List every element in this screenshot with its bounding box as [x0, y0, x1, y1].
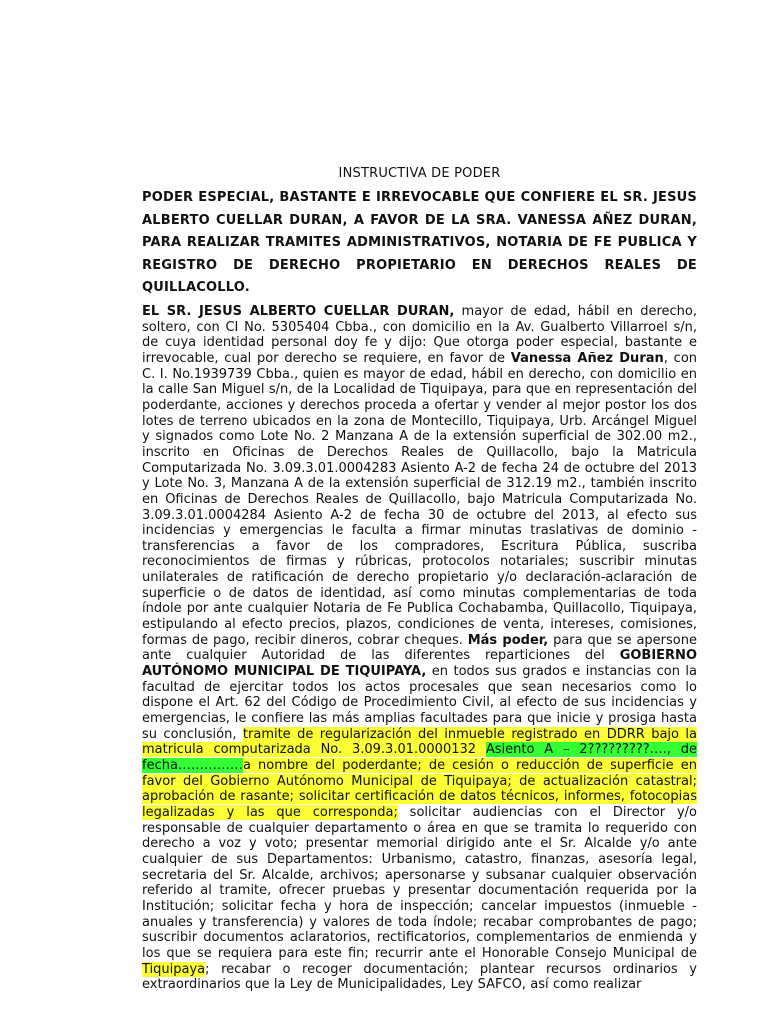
- body-text: , con C. I. No.1939739 Cbba., quien es mayor de edad, hábil en derecho, con domicilio en la calle San Miguel s/n, de la Localidad de Tiquipaya, para que en representación del poderdante, acciones y derechos proceda a ofertar y vender al mejor postor los dos lotes de terreno ubicados en la zona de Montecillo, Tiquipaya, Urb. Arcángel Miguel y signados como Lote No. 2 Manzana A de la extensión superficial de 302.00 m2., inscrito en Oficinas de Derechos Reales de Quillacollo, bajo la Matricula Computarizada No. 3.09.3.01.0004283 Asiento A-2 de fecha 24 de octubre del 2013 y Lote No. 3, Manzana A de la extensión superficial de 312.19 m2., también inscrito en Oficinas de Derechos Reales de Quillacollo, bajo Matricula Computarizada No. 3.09.3.01.0004284 Asiento A-2 de fecha 30 de octubre del 2013, al efecto sus incidencias y emergencias le faculta a firmar minutas traslativas de dominio - transferencias a favor de los compradores, Escritura Pública, suscriba reconocimientos de firmas y rúbricas, protocolos notariales; suscribir minutas unilaterales de ratificación de derecho propietario y/o declaración-aclaración de superficie o de datos de identidad, así como minutas complementarias de toda índole por ante cualquier Notaria de Fe Publica Cochabamba, Quillacollo, Tiquipaya, estipulando al efecto precios, plazos, condiciones de venta, intereses, comisiones, formas de pago, recibir dineros, cobrar cheques.: [142, 350, 698, 648]
- gobierno-name: GOBIERNO AUTÓNOMO MUNICIPAL DE TIQUIPAYA,: [142, 648, 697, 680]
- highlight-yellow: Tiquipaya: [142, 961, 206, 977]
- document-title: INSTRUCTIVA DE PODER: [338, 166, 501, 181]
- body-text: solicitar audiencias con el Director y/o responsable de cualquier departamento o área en que se tramita lo requerido con derecho a voz y voto; presentar memorial dirigido ante el Sr. Alcalde y/o ante cualquier de sus Departamentos: Urbanismo, catastro, finanzas, asesoría legal, secretaria del Sr. Alcalde, archivos; apersonarse y subsanar cualquier observación referido al tramite, ofrecer pruebas y presentar documentación requerida por la Institución; solicitar fecha y hora de inspección; cancelar impuestos (inmueble - anuales y transferencia) y valores de toda índole; recabar comprobantes de pago; suscribir documentos aclaratorios, rectificatorios, complementarios de enmienda y los que se requiera para este fin; recurrir ante el Honorable Consejo Municipal de: [142, 804, 697, 961]
- highlight-yellow: tramite de regularización del inmueble registrado en DDRR bajo la matricula computarizada No. 3.09.3.01.0000132: [142, 726, 697, 758]
- body-text: en todos sus grados e instancias con la facultad de ejercitar todos los actos procesales que sean necesarios como lo dispone el Art. 62 del Código de Procedimiento Civil, al efecto de sus incidencias y emergencias, le confiere las más amplias facultades para que inicie y prosiga hasta su conclusión,: [142, 664, 697, 742]
- body-text: para que se apersone ante cualquier Autoridad de las diferentes reparticiones del: [142, 632, 697, 664]
- body-text: mayor de edad, hábil en derecho, soltero, con CI No. 5305404 Cbba., con domicilio en la Av. Gualberto Villarroel s/n, de cuya identidad personal doy fe y dijo: Que otorga poder especial, bastante e irrevocable, cual por derecho se requiere, en favor de: [142, 303, 697, 366]
- grantor-name: EL SR. JESUS ALBERTO CUELLAR DURAN,: [142, 303, 455, 319]
- document-body: [142, 304, 697, 993]
- highlight-yellow: a nombre del poderdante; de cesión o reducción de superficie en favor del Gobierno Autónomo Municipal de Tiquipaya; de actualización catastral; aprobación de rasante; solicitar certificación de datos técnicos, informes, fotocopias legalizadas y las que corresponda;: [142, 758, 697, 820]
- highlight-green: Asiento A – 2?????????…., de fecha……………: [142, 742, 697, 773]
- document-heading: PODER ESPECIAL, BASTANTE E IRREVOCABLE QUE CONFIERE EL SR. JESUS ALBERTO CUELLAR DURAN, A FAVOR DE LA SRA. VANESSA AÑEZ DURAN, PARA REALIZAR TRAMITES ADMINISTRATIVOS, NOTARIA DE FE PUBLICA Y REGISTRO DE DERECHO PROPIETARIO EN DERECHOS REALES DE QUILLACOLLO.: [142, 190, 697, 296]
- grantee-name: Vanessa Añez Duran: [510, 350, 664, 366]
- mas-poder-label: Más poder,: [467, 632, 549, 648]
- body-text: ; recabar o recoger documentación; plantear recursos ordinarios y extraordinarios que la Ley de Municipalidades, Ley SAFCO, así como realizar: [142, 961, 697, 993]
